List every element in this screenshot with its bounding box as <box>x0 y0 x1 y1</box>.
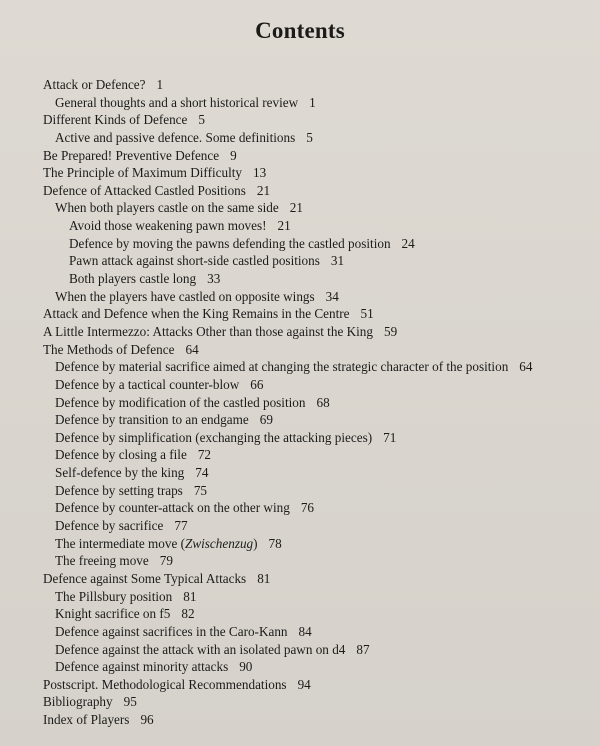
toc-entry-title: Both players castle long <box>69 271 197 287</box>
toc-entry-page: 5 <box>306 129 313 145</box>
toc-entry-page: 66 <box>250 376 264 392</box>
toc-entry-page: 72 <box>197 447 212 463</box>
toc-entry <box>0 623 600 641</box>
toc-entry <box>0 482 600 500</box>
toc-entry-page: 24 <box>401 235 415 251</box>
toc-entry <box>0 658 600 676</box>
toc-entry-page: 1 <box>156 77 164 92</box>
toc-entry-title: Pawn attack against short-side castled positions <box>69 253 320 269</box>
toc-entry-title: When the players have castled on opposite wings <box>55 288 315 304</box>
toc-entry <box>0 217 600 235</box>
toc-entry-title: Defence by counter-attack on the other wing <box>55 500 290 516</box>
toc-entry-page: 76 <box>300 500 314 516</box>
toc-entry-page: 21 <box>277 218 291 234</box>
toc-entry-title: Defence of Attacked Castled Positions <box>43 182 246 198</box>
toc-entry-page: 9 <box>230 147 237 163</box>
toc-entry <box>0 570 600 588</box>
toc-entry-title: Defence against the attack with an isolated pawn on d4 <box>55 641 346 657</box>
toc-entry-page: 82 <box>181 606 195 622</box>
toc-entry <box>0 341 600 359</box>
toc-entry-title: Postscript. Methodological Recommendations <box>43 676 287 692</box>
toc-entry <box>0 111 600 129</box>
toc-entry-title: Index of Players <box>43 712 130 728</box>
toc-entry-page: 1 <box>309 94 316 110</box>
toc-entry-page: 87 <box>356 641 370 657</box>
toc-entry-page: 81 <box>183 588 197 604</box>
toc-entry <box>0 394 600 412</box>
toc-entry-title: Defence by setting traps <box>55 482 183 498</box>
toc-entry <box>0 252 600 270</box>
toc-entry-title: Defence by transition to an endgame <box>55 412 249 428</box>
toc-entry-title: Defence by closing a file <box>55 447 187 463</box>
toc-entry <box>0 499 600 517</box>
toc-entry-title: Active and passive defence. Some definitions <box>55 129 296 145</box>
toc-entry-page: 68 <box>316 394 330 410</box>
toc-entry-title: Self-defence by the king <box>55 465 185 481</box>
toc-entry <box>0 147 600 165</box>
toc-entry-page: 59 <box>383 323 398 339</box>
toc-entry <box>0 464 600 482</box>
toc-entry-title: Defence against sacrifices in the Caro-Kann <box>55 623 288 639</box>
toc-entry <box>0 446 600 464</box>
toc-entry <box>0 429 600 447</box>
toc-entry-page: 31 <box>330 253 345 269</box>
toc-entry-page: 34 <box>325 288 339 304</box>
toc-entry-page: 69 <box>259 412 273 428</box>
toc-entry-title: Avoid those weakening pawn moves! <box>69 218 267 234</box>
toc-entry-page: 90 <box>239 659 253 675</box>
toc-entry <box>0 129 600 147</box>
toc-entry <box>0 182 600 200</box>
toc-entry-title: Bibliography <box>43 694 113 710</box>
toc-entry <box>0 411 600 429</box>
toc-entry-page: 78 <box>268 535 282 551</box>
toc-entry <box>0 376 600 394</box>
toc-entry <box>0 235 600 253</box>
toc-entry <box>0 693 600 711</box>
toc-entry <box>0 535 600 553</box>
toc-entry-page: 13 <box>253 165 267 181</box>
toc-entry-page: 79 <box>159 553 173 569</box>
toc-entry-title: Defence against minority attacks <box>55 659 229 675</box>
toc-entry <box>0 641 600 659</box>
toc-entry <box>0 323 600 341</box>
toc-entry-title: Defence by a tactical counter-blow <box>55 376 240 392</box>
toc-entry-title: Knight sacrifice on f5 <box>55 606 171 622</box>
toc-entry-page: 95 <box>123 694 137 710</box>
toc-entry-title: Be Prepared! Preventive Defence <box>43 147 220 163</box>
toc-entry <box>0 76 600 94</box>
toc-entry <box>0 164 600 182</box>
toc-entry-title: Defence by sacrifice <box>55 518 164 534</box>
toc-entry-title: Defence by material sacrifice aimed at changing the strategic character of the position <box>55 359 509 375</box>
toc-entry-title: Defence against Some Typical Attacks <box>43 570 247 586</box>
toc-entry-title: Defence by modification of the castled position <box>55 394 306 410</box>
toc-entry-page: 51 <box>360 306 374 322</box>
toc-entry-title: Different Kinds of Defence <box>43 112 188 128</box>
toc-entry-page: 64 <box>185 341 199 357</box>
toc-entry-suffix: ) <box>253 535 258 551</box>
toc-entry <box>0 552 600 570</box>
toc-entry-title: A Little Intermezzo: Attacks Other than those against the King <box>43 323 373 339</box>
page-title: Contents <box>255 18 345 43</box>
toc-entry <box>0 288 600 306</box>
toc-entry-page: 64 <box>519 359 533 375</box>
toc-entry <box>0 676 600 694</box>
toc-entry-title: When both players castle on the same side <box>55 200 279 216</box>
toc-entry-page: 21 <box>289 200 303 216</box>
toc-entry-title: Attack and Defence when the King Remains in the Centre <box>43 306 350 322</box>
toc-entry-page: 71 <box>383 429 397 445</box>
toc-entry-page: 75 <box>193 482 207 498</box>
toc-entry-page: 84 <box>298 623 312 639</box>
toc-entry <box>0 270 600 288</box>
toc-entry-title: The Pillsbury position <box>55 588 173 604</box>
toc-entry-title: The intermediate move ( <box>55 535 185 551</box>
toc-entry-page: 5 <box>198 112 205 128</box>
toc-entry-page: 21 <box>256 182 271 198</box>
toc-entry-title: Defence by simplification (exchanging the attacking pieces) <box>55 429 373 445</box>
toc-entry-page: 96 <box>140 712 154 728</box>
toc-entry <box>0 305 600 323</box>
toc-entry <box>0 358 600 376</box>
toc-entry-title: The freeing move <box>55 553 149 569</box>
toc-entry-title: The Methods of Defence <box>43 341 175 357</box>
table-of-contents <box>0 76 600 729</box>
toc-entry <box>0 588 600 606</box>
toc-entry-page: 81 <box>257 570 271 586</box>
toc-entry <box>0 711 600 729</box>
toc-entry-title: The Principle of Maximum Difficulty <box>43 165 242 181</box>
toc-entry-title: General thoughts and a short historical review <box>55 94 299 110</box>
toc-entry <box>0 94 600 112</box>
toc-entry-page: 94 <box>297 676 311 692</box>
toc-entry-page: 77 <box>174 518 188 534</box>
toc-entry-page: 33 <box>207 271 221 287</box>
toc-entry-italic: Zwischenzug <box>185 535 254 551</box>
toc-entry-title: Defence by moving the pawns defending the castled position <box>69 235 391 251</box>
toc-entry <box>0 605 600 623</box>
toc-entry <box>0 517 600 535</box>
toc-entry <box>0 199 600 217</box>
toc-entry-title: Attack or Defence? <box>43 77 146 92</box>
toc-entry-page: 74 <box>195 465 209 481</box>
